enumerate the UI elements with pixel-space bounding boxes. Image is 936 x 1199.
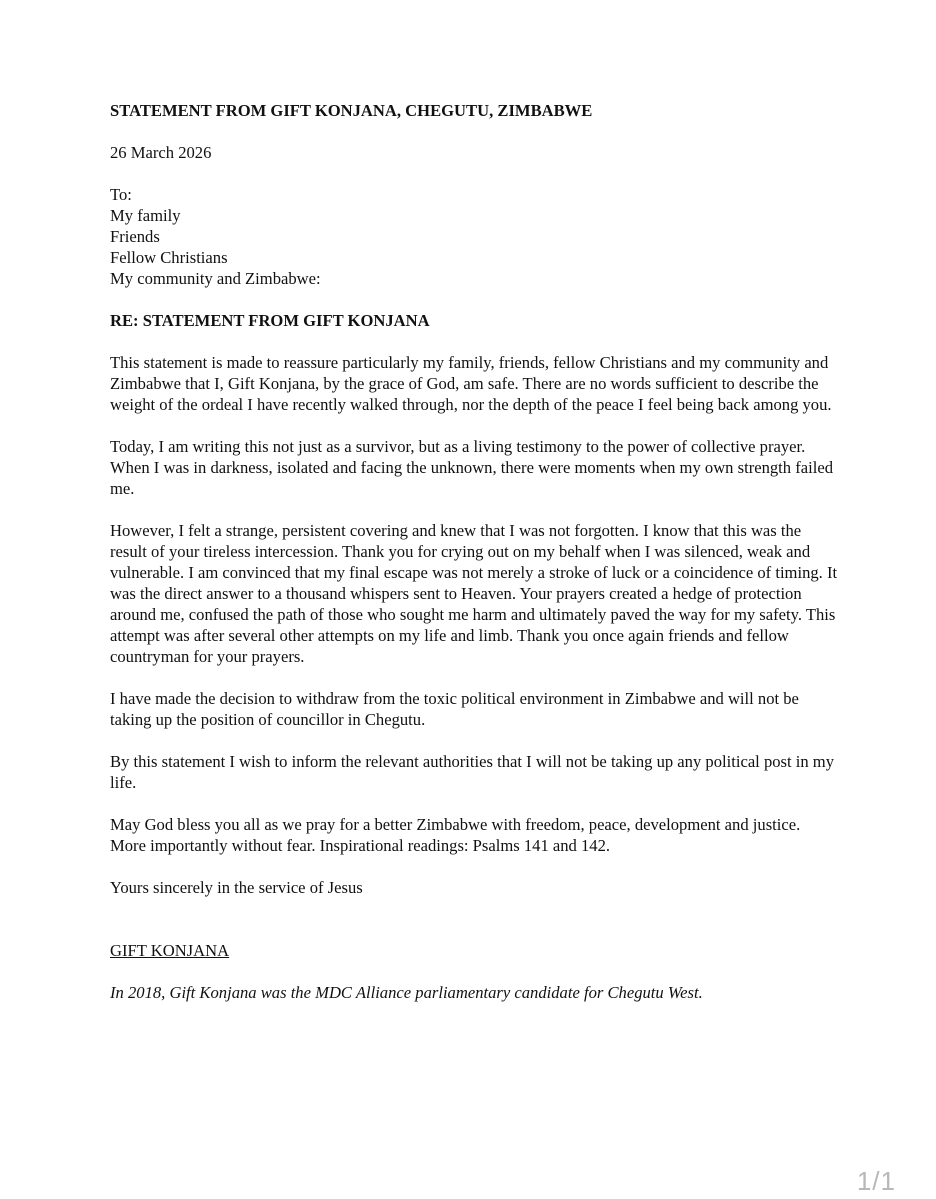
body-paragraph: Today, I am writing this not just as a survivor, but as a living testimony to the power of collective prayer. When I was in darkness, isolated and facing the unknown, there were moments when my own strength failed me. bbox=[110, 437, 834, 498]
body-paragraph: By this statement I wish to inform the relevant authorities that I will not be taking up any political post in my life. bbox=[110, 752, 835, 792]
recipients-block bbox=[110, 184, 840, 289]
recipient-line: My community and Zimbabwe: bbox=[110, 269, 321, 288]
footnote: In 2018, Gift Konjana was the MDC Alliance parliamentary candidate for Chegutu West. bbox=[110, 983, 703, 1002]
recipient-line: Friends bbox=[110, 227, 160, 246]
body-paragraph: However, I felt a strange, persistent covering and knew that I was not forgotten. I know that this was the result of your tireless intercession. Thank you for crying out on my behalf when I was silenced, weak and vulnerable. I am convinced that my final escape was not merely a stroke of luck or a coincidence of timing. It was the direct answer to a thousand whispers sent to Heaven. Your prayers created a hedge of protection around me, confused the path of those who sought me harm and ultimately paved the way for my safety. This attempt was after several other attempts on my life and limb. Thank you once again friends and fellow countryman for your prayers. bbox=[110, 521, 838, 666]
signature-name: GIFT KONJANA bbox=[110, 941, 230, 960]
document-title: STATEMENT FROM GIFT KONJANA, CHEGUTU, ZIMBABWE bbox=[110, 101, 593, 120]
body-paragraph: May God bless you all as we pray for a better Zimbabwe with freedom, peace, development and justice. More importantly without fear. Inspirational readings: Psalms 141 and 142. bbox=[110, 815, 801, 855]
recipient-line: My family bbox=[110, 206, 181, 225]
closing-line: Yours sincerely in the service of Jesus bbox=[110, 878, 363, 897]
document-date: 26 March 2026 bbox=[110, 143, 212, 162]
re-heading: RE: STATEMENT FROM GIFT KONJANA bbox=[110, 311, 430, 330]
document-page bbox=[110, 100, 840, 1003]
body-paragraph: I have made the decision to withdraw from the toxic political environment in Zimbabwe and will not be taking up the position of councillor in Chegutu. bbox=[110, 689, 799, 729]
body-paragraph: This statement is made to reassure particularly my family, friends, fellow Christians and my community and Zimbabwe that I, Gift Konjana, by the grace of God, am safe. There are no words sufficient to describe the weight of the ordeal I have recently walked through, nor the depth of the peace I feel being back among you. bbox=[110, 353, 832, 414]
recipient-line: Fellow Christians bbox=[110, 248, 228, 267]
recipient-line: To: bbox=[110, 185, 132, 204]
page-indicator: 1/1 bbox=[856, 1166, 896, 1196]
